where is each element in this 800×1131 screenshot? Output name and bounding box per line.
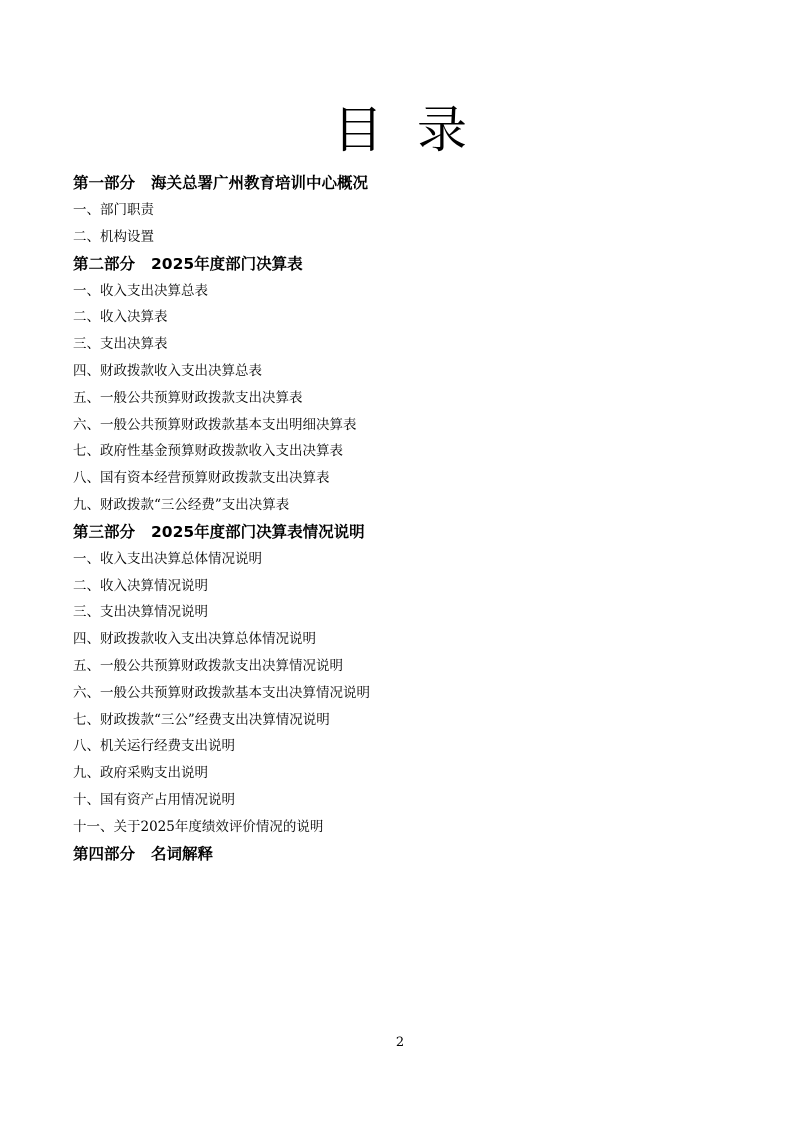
- title-char-2: 录: [417, 101, 467, 159]
- page-number: 2: [395, 1035, 405, 1050]
- toc-entry[interactable]: 六、一般公共预算财政拨款基本支出决算情况说明: [73, 684, 370, 701]
- part-title: 名词解释: [151, 844, 214, 863]
- toc-entry[interactable]: 五、一般公共预算财政拨款支出决算表: [73, 389, 303, 406]
- toc-entry[interactable]: 一、收入支出决算总表: [73, 282, 208, 299]
- toc-entry[interactable]: 八、机关运行经费支出说明: [73, 738, 235, 755]
- toc-entry[interactable]: 一、收入支出决算总体情况说明: [73, 550, 262, 567]
- toc-entry[interactable]: 七、政府性基金预算财政拨款收入支出决算表: [73, 443, 343, 460]
- part-number: 第二部分: [73, 254, 136, 273]
- toc-entry[interactable]: 十、国有资产占用情况说明: [73, 791, 235, 808]
- toc-entry[interactable]: 三、支出决算表: [73, 336, 168, 353]
- toc-entry[interactable]: 九、财政拨款“三公经费”支出决算表: [73, 496, 290, 513]
- toc-entry[interactable]: 四、财政拨款收入支出决算总体情况说明: [73, 631, 316, 648]
- toc-entry[interactable]: 二、收入决算情况说明: [73, 577, 208, 594]
- title-char-1: 目: [333, 101, 383, 159]
- toc-entry[interactable]: 二、收入决算表: [73, 309, 168, 326]
- part-title: 海关总署广州教育培训中心概况: [151, 174, 369, 192]
- part-number: 第四部分: [73, 844, 136, 863]
- page-title: [0, 100, 800, 160]
- toc-part-3[interactable]: [73, 519, 733, 546]
- toc-part-1[interactable]: [73, 170, 733, 197]
- toc-entry[interactable]: 六、一般公共预算财政拨款基本支出明细决算表: [73, 416, 357, 433]
- toc-part-4[interactable]: [73, 841, 733, 868]
- toc-part-2[interactable]: [73, 251, 733, 278]
- toc-entry[interactable]: 四、财政拨款收入支出决算总表: [73, 362, 262, 379]
- toc-entry[interactable]: 二、机构设置: [73, 228, 154, 245]
- toc-entry[interactable]: 七、财政拨款“三公”经费支出决算情况说明: [73, 711, 330, 728]
- part-number: 第一部分: [73, 174, 136, 192]
- table-of-contents: [73, 170, 733, 868]
- part-title: 2025年度部门决算表: [151, 254, 303, 273]
- toc-entry[interactable]: 三、支出决算情况说明: [73, 604, 208, 621]
- part-number: 第三部分: [73, 522, 136, 541]
- toc-entry[interactable]: 八、国有资本经营预算财政拨款支出决算表: [73, 470, 330, 487]
- toc-entry[interactable]: 五、一般公共预算财政拨款支出决算情况说明: [73, 657, 343, 674]
- toc-entry[interactable]: 十一、关于2025年度绩效评价情况的说明: [73, 818, 324, 835]
- toc-entry[interactable]: 九、政府采购支出说明: [73, 765, 208, 782]
- part-title: 2025年度部门决算表情况说明: [151, 522, 365, 541]
- toc-entry[interactable]: 一、部门职责: [73, 202, 154, 218]
